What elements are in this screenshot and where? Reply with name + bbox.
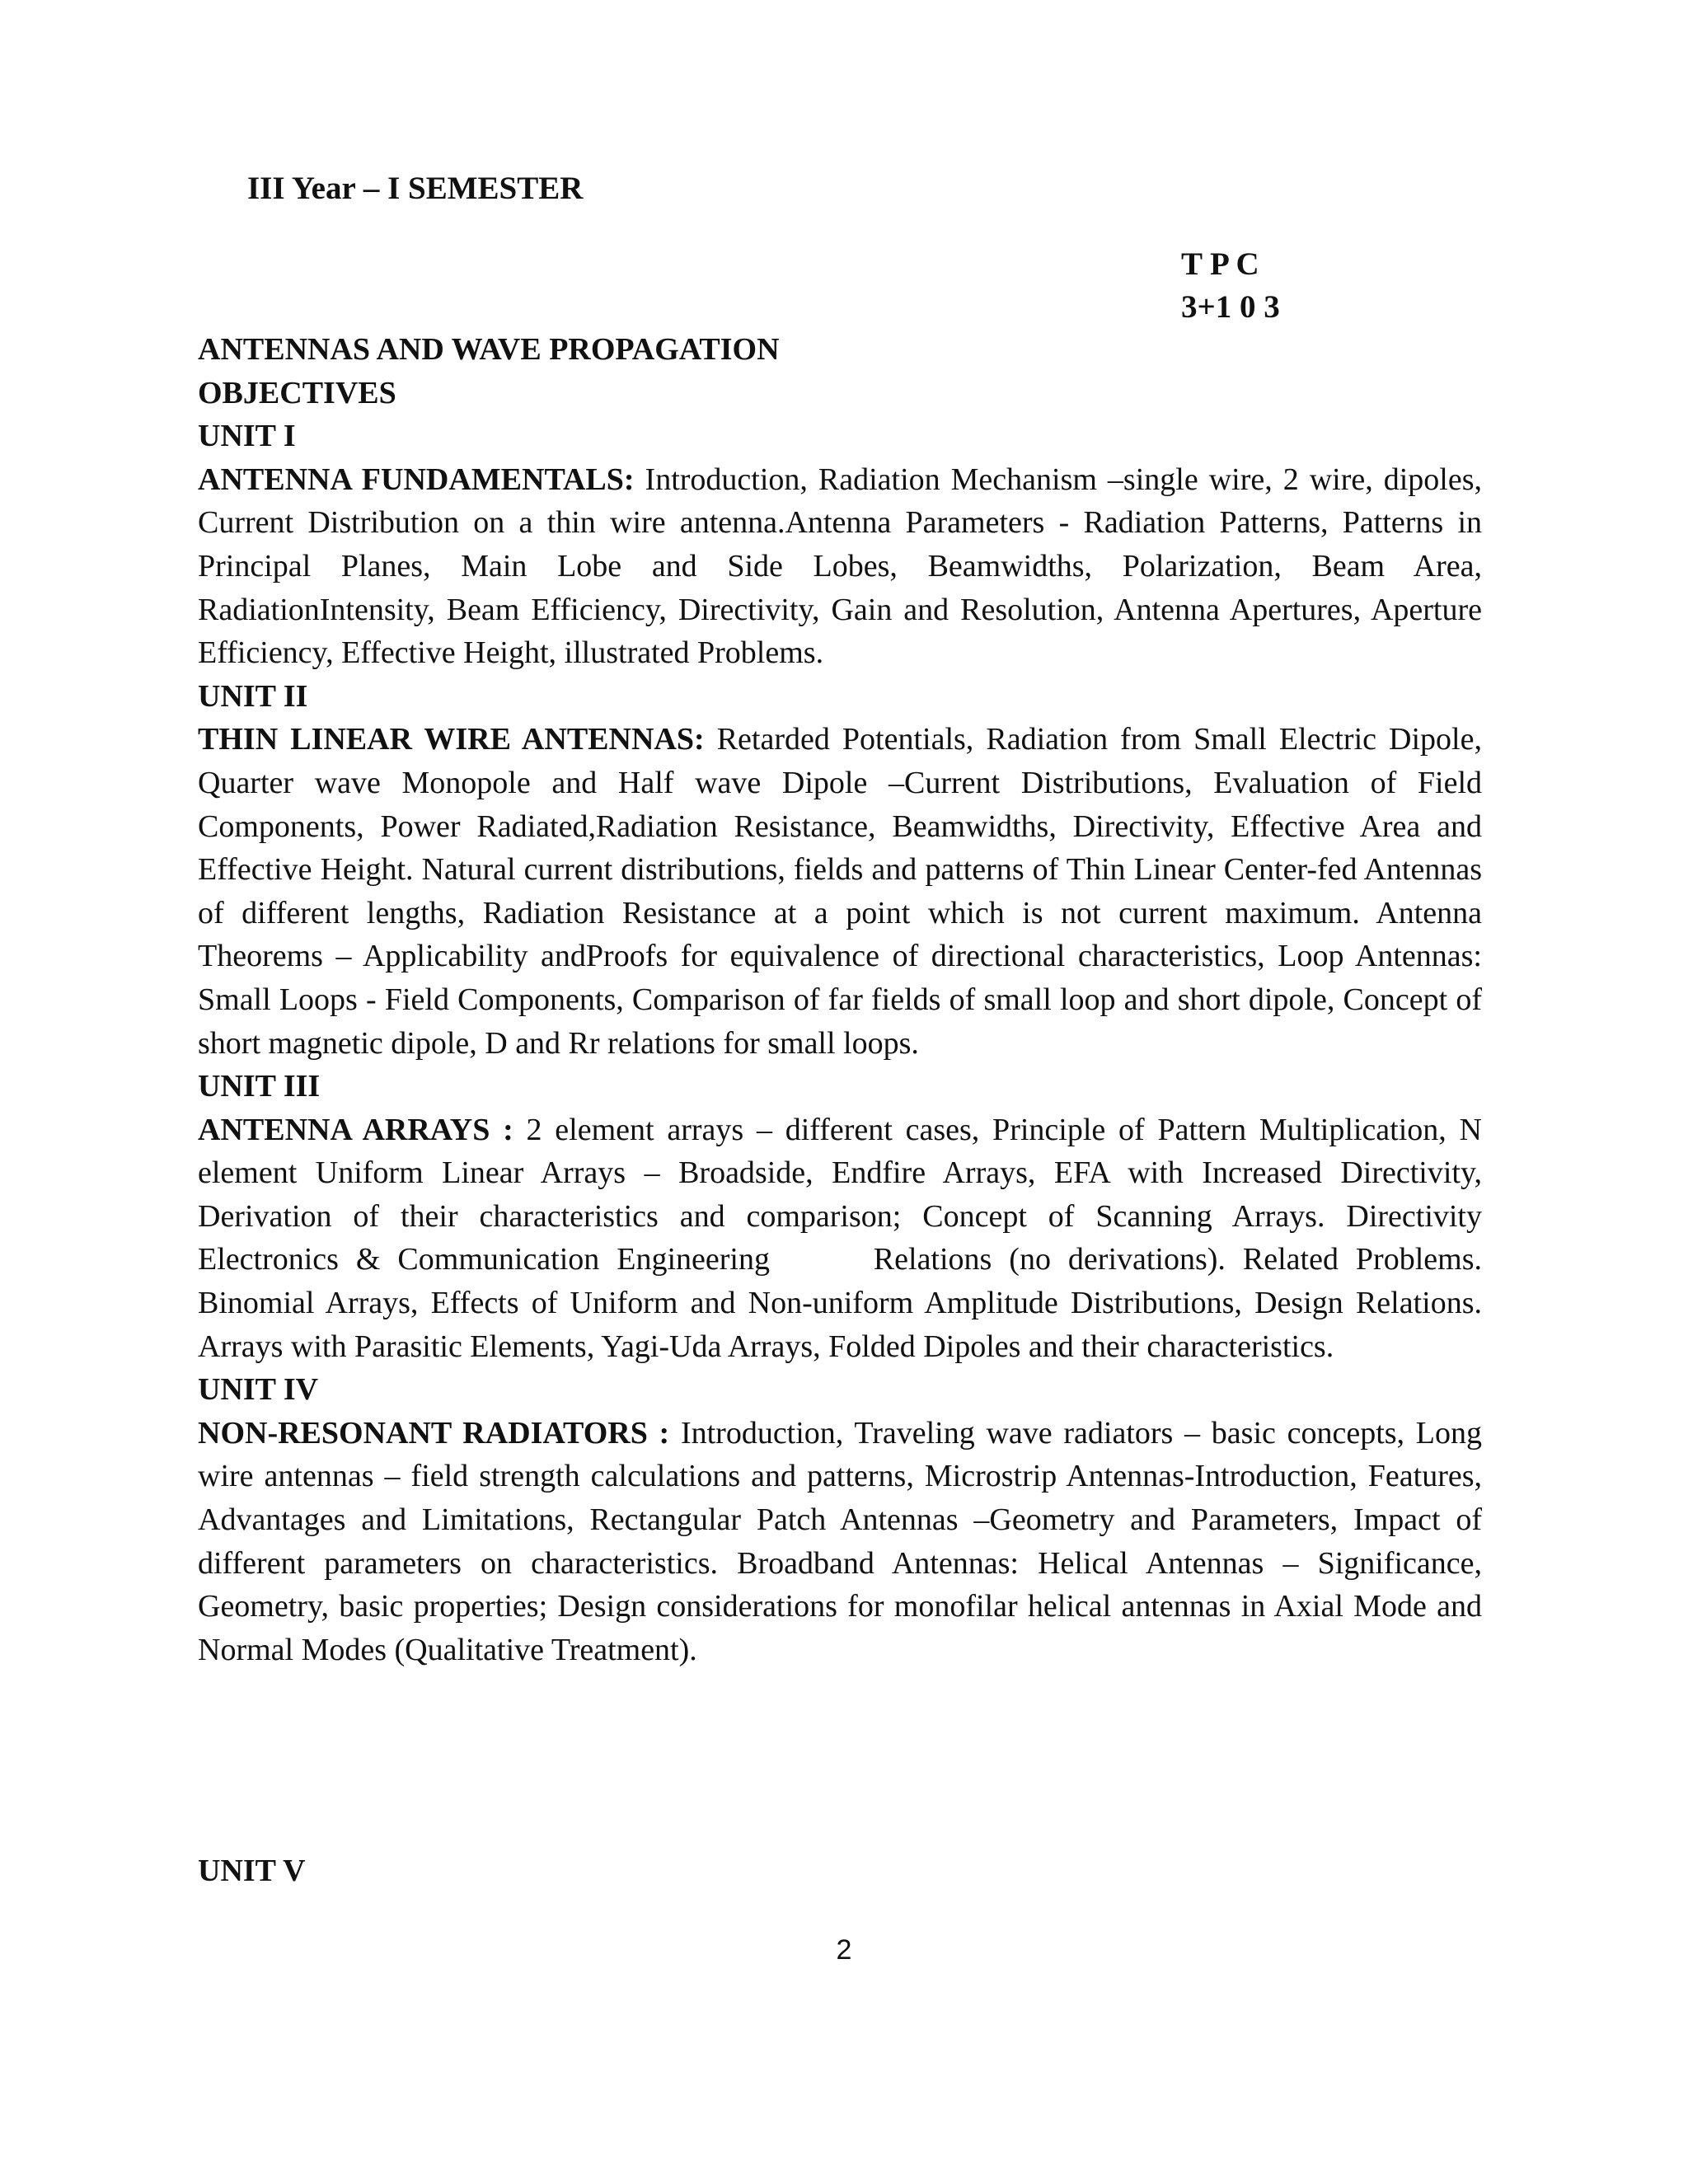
semester-heading: III Year – I SEMESTER [247,171,584,206]
unit-body: 2 element arrays – different cases, Principle of Pattern Multiplication, N element Uniform Linear Arrays – Broadside, Endfire Arrays, EFA with Increased Directivity, Derivation of their characteristics and comparison; Concept of Scanning Arrays. Directivity Electronics & Communication Engineering Relations (no derivations). Related Problems. Binomial Arrays, Effects of Uniform and Non-uniform Amplitude Distributions, Design Relations. Arrays with Parasitic Elements, Yagi-Uda Arrays, Folded Dipoles and their characteristics. [198,1112,1490,1364]
unit-heading: UNIT III [198,1069,321,1104]
unit-description [198,1108,1490,1369]
objectives-heading: OBJECTIVES [198,375,396,410]
unit-topic: ANTENNA FUNDAMENTALS: [198,462,635,497]
unit-topic: NON-RESONANT RADIATORS : [198,1415,670,1451]
tpc-label: T P C [1181,246,1259,282]
credits-block [1181,243,1280,329]
unit-topic: ANTENNA ARRAYS : [198,1112,513,1147]
unit-description [198,1412,1482,1672]
unit-body: Retarded Potentials, Radiation from Small Electric Dipole, Quarter wave Monopole and Half wave Dipole –Current Distributions, Evaluation of Field Components, Power Radiated,Radiation Resistance, Beamwidths, Directivity, Effective Area and Effective Height. Natural current distributions, fields and patterns of Thin Linear Center-fed Antennas of different lengths, Radiation Resistance at a point which is not current maximum. Antenna Theorems – Applicability andProofs for equivalence of directional characteristics, Loop Antennas: Small Loops - Field Components, Comparison of far fields of small loop and short dipole, Concept of short magnetic dipole, D and Rr relations for small loops. [198,722,1482,1061]
unit-description [198,718,1482,1065]
tpc-values: 3+1 0 3 [1181,289,1280,325]
unit-heading: UNIT I [198,419,296,454]
unit-topic: THIN LINEAR WIRE ANTENNAS: [198,722,705,757]
unit-body: Introduction, Radiation Mechanism –single wire, 2 wire, dipoles, Current Distribution on a thin wire antenna.Antenna Parameters - Radiation Patterns, Patterns in Principal Planes, Main Lobe and Side Lobes, Beamwidths, Polarization, Beam Area, RadiationIntensity, Beam Efficiency, Directivity, Gain and Resolution, Antenna Apertures, Aperture Efficiency, Effective Height, illustrated Problems. [198,462,1483,671]
page-number: 2 [836,1934,852,1966]
syllabus-content [198,328,1490,1671]
course-title: ANTENNAS AND WAVE PROPAGATION [198,332,780,367]
unit-heading: UNIT IV [198,1372,319,1408]
unit-heading: UNIT V [198,1854,306,1888]
unit-heading: UNIT II [198,678,308,714]
unit-body: Introduction, Traveling wave radiators – basic concepts, Long wire antennas – field strength calculations and patterns, Microstrip Antennas-Introduction, Features, Advantages and Limitations, Rectangular Patch Antennas –Geometry and Parameters, Impact of different parameters on characteristics. Broadband Antennas: Helical Antennas – Significance, Geometry, basic properties; Design considerations for monofilar helical antennas in Axial Mode and Normal Modes (Qualitative Treatment). [198,1415,1482,1667]
unit-description [198,458,1482,675]
